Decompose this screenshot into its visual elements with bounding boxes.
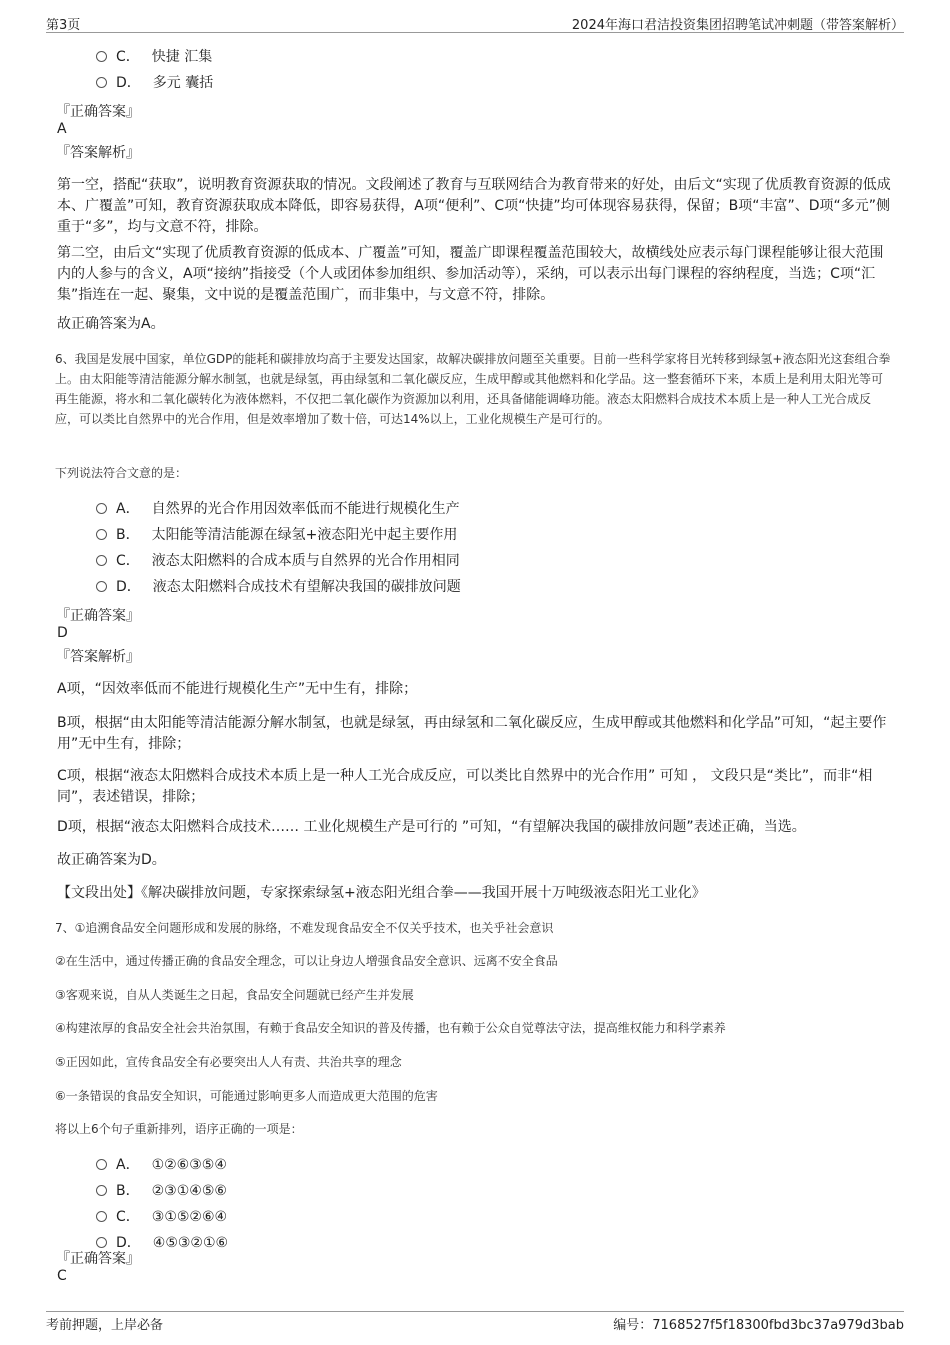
document-id: 编号：7168527f5f18300fbd3bc37a979d3bab xyxy=(613,1318,904,1333)
radio-icon[interactable] xyxy=(96,1237,107,1248)
q5-analysis-label: 『答案解析』 xyxy=(56,145,140,161)
footer-slogan: 考前押题，上岸必备 xyxy=(46,1318,164,1333)
radio-icon[interactable] xyxy=(96,1159,107,1170)
q5-option-d[interactable]: D． 多元 囊括 xyxy=(96,73,213,93)
q7-sentence-4: ④构建浓厚的食品安全社会共治氛围，有赖于食品安全知识的普及传播，也有赖于公众自觉尊法守法，提高维权能力和科学素养 xyxy=(55,1021,726,1035)
q5-answer-label: 『正确答案』 xyxy=(56,104,140,120)
q5-conclusion: 故正确答案为A。 xyxy=(57,316,165,332)
q6-analysis-b: B项，根据“由太阳能等清洁能源分解水制氢，也就是绿氢，再由绿氢和二氧化碳反应，生成甲醇或其他燃料和化学品”可知，“起主要作用”无中生有，排除； xyxy=(57,715,887,752)
q7-answer-label: 『正确答案』 xyxy=(56,1251,140,1267)
q6-option-c[interactable]: C． 液态太阳燃料的合成本质与自然界的光合作用相同 xyxy=(96,551,460,571)
q6-option-a[interactable]: A． 自然界的光合作用因效率低而不能进行规模化生产 xyxy=(96,499,460,519)
q6-answer: D xyxy=(57,625,68,641)
q7-option-c[interactable]: C． ③①⑤②⑥④ xyxy=(96,1207,227,1227)
q5-analysis-paragraph-1: 第一空，搭配“获取”，说明教育资源获取的情况。文段阐述了教育与互联网结合为教育带来的好处，由后文“实现了优质教育资源的低成本、广覆盖”可知，教育资源获取成本降低，即容易获得，A项“便利”、C项“快捷”均可体现容易获得，保留；B项“丰富”、D项“多元”侧重于“多”，均与文意不符，排除。 xyxy=(57,177,891,235)
q6-conclusion: 故正确答案为D。 xyxy=(57,852,166,868)
q6-option-b[interactable]: B． 太阳能等清洁能源在绿氢+液态阳光中起主要作用 xyxy=(96,525,457,545)
q5-answer: A xyxy=(57,121,67,137)
radio-icon[interactable] xyxy=(96,581,107,592)
q7-sentence-1: 7、①追溯食品安全问题形成和发展的脉络，不难发现食品安全不仅关乎技术，也关乎社会意识 xyxy=(55,921,554,935)
radio-icon[interactable] xyxy=(96,1185,107,1196)
q6-stem: 6、我国是发展中国家，单位GDP的能耗和碳排放均高于主要发达国家，故解决碳排放问题至关重要。目前一些科学家将目光转移到绿氢+液态阳光这套组合拳上。由太阳能等清洁能源分解水制氢，也就是绿氢，再由绿氢和二氧化碳反应，生成甲醇或其他燃料和化学品。这一整套循环下来，本质上是利用太阳光等可再生能源，将水和二氧化碳转化为液体燃料，不仅把二氧化碳作为资源加以利用，还具备储能调峰功能。液态太阳燃料合成技术本质上是一种人工光合成反应，可以类比自然界中的光合作用，但是效率增加了数十倍，可达14%以上，工业化规模生产是可行的。 xyxy=(55,352,891,426)
page-number: 第3页 xyxy=(46,18,81,33)
q6-analysis-c: C项，根据“液态太阳燃料合成技术本质上是一种人工光合成反应，可以类比自然界中的光合作用” 可知 ， 文段只是“类比”，而非“相同”，表述错误，排除； xyxy=(57,768,873,805)
header-divider xyxy=(46,32,904,33)
q6-source: 【文段出处】《解决碳排放问题，专家探索绿氢+液态阳光组合拳——我国开展十万吨级液态阳光工业化》 xyxy=(57,885,706,901)
q5-analysis-paragraph-2: 第二空，由后文“实现了优质教育资源的低成本、广覆盖”可知，覆盖广即课程覆盖范围较大，故横线处应表示每门课程能够让很大范围内的人参与的含义，A项“接纳”指接受（个人或团体参加组织、参加活动等），采纳，可以表示出每门课程的容纳程度，当选；C项“汇集”指连在一起、聚集，文中说的是覆盖范围广，而非集中，与文意不符，排除。 xyxy=(57,245,884,303)
q6-analysis-a: A项，“因效率低而不能进行规模化生产”无中生有，排除； xyxy=(57,681,418,697)
footer-divider xyxy=(46,1311,904,1312)
radio-icon[interactable] xyxy=(96,503,107,514)
q6-question: 下列说法符合文意的是： xyxy=(55,466,188,480)
q7-option-a[interactable]: A． ①②⑥③⑤④ xyxy=(96,1155,227,1175)
q7-option-d[interactable]: D． ④⑤③②①⑥ xyxy=(96,1233,228,1253)
q6-option-d[interactable]: D． 液态太阳燃料合成技术有望解决我国的碳排放问题 xyxy=(96,577,461,597)
q6-answer-label: 『正确答案』 xyxy=(56,608,140,624)
radio-icon[interactable] xyxy=(96,51,107,62)
q6-analysis-d: D项，根据“液态太阳燃料合成技术…… 工业化规模生产是可行的 ”可知，“有望解决我国的碳排放问题”表述正确，当选。 xyxy=(57,819,806,835)
q7-question: 将以上6个句子重新排列，语序正确的一项是： xyxy=(55,1122,303,1136)
radio-icon[interactable] xyxy=(96,529,107,540)
q7-sentence-6: ⑥一条错误的食品安全知识，可能通过影响更多人而造成更大范围的危害 xyxy=(55,1089,438,1103)
radio-icon[interactable] xyxy=(96,555,107,566)
radio-icon[interactable] xyxy=(96,77,107,88)
q7-option-b[interactable]: B． ②③①④⑤⑥ xyxy=(96,1181,227,1201)
q6-analysis-label: 『答案解析』 xyxy=(56,649,140,665)
radio-icon[interactable] xyxy=(96,1211,107,1222)
q7-sentence-5: ⑤正因如此，宣传食品安全有必要突出人人有责、共治共享的理念 xyxy=(55,1055,402,1069)
q5-option-c[interactable]: C． 快捷 汇集 xyxy=(96,47,212,67)
q7-sentence-3: ③客观来说，自从人类诞生之日起，食品安全问题就已经产生并发展 xyxy=(55,988,414,1002)
q7-sentence-2: ②在生活中，通过传播正确的食品安全理念，可以让身边人增强食品安全意识、远离不安全食品 xyxy=(55,954,558,968)
q7-answer: C xyxy=(57,1268,67,1284)
document-title: 2024年海口君洁投资集团招聘笔试冲刺题（带答案解析） xyxy=(571,18,904,33)
